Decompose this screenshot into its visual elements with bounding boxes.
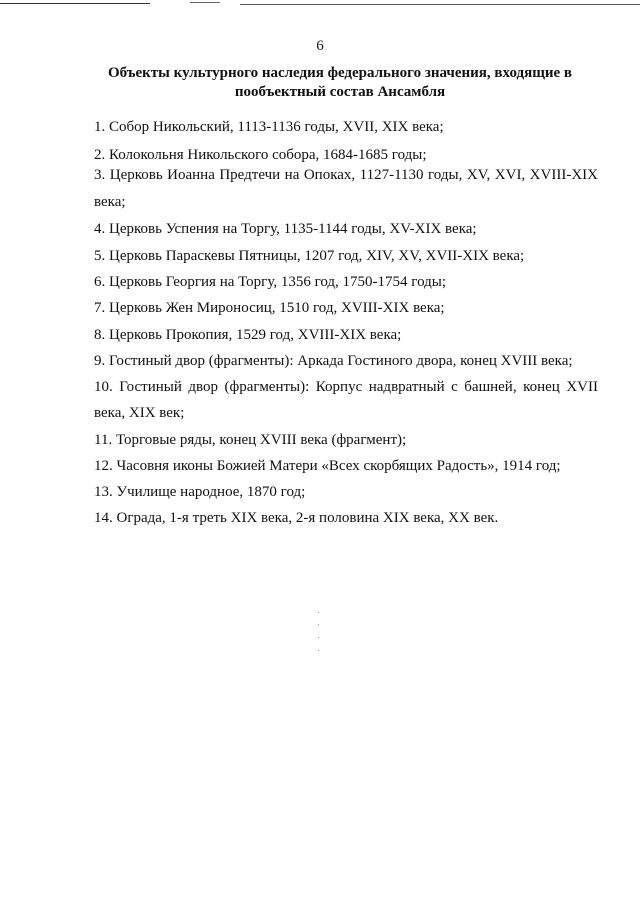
- document-title: [80, 64, 600, 102]
- list-item-continuation: века;: [94, 194, 126, 210]
- list-item: 11. Торговые ряды, конец XVIII века (фрагмент);: [94, 432, 407, 448]
- list-item: 12. Часовня иконы Божией Матери «Всех скорбящих Радость», 1914 год;: [94, 458, 561, 474]
- document-title-line-1: Объекты культурного наследия федерального значения, входящие в: [107, 65, 573, 81]
- scan-artifact-lines: [0, 0, 640, 8]
- list-item: 5. Церковь Параскевы Пятницы, 1207 год, XIV, XV, XVII-XIX века;: [94, 248, 525, 264]
- list-item: 2. Колокольня Никольского собора, 1684-1685 годы;: [94, 147, 427, 163]
- list-item: 3. Церковь Иоанна Предтечи на Опоках, 1127-1130 годы, XV, XVI, XVIII-XIX: [94, 167, 598, 183]
- list-item: 10. Гостиный двор (фрагменты): Корпус надвратный с башней, конец XVII: [94, 379, 598, 395]
- list-item: 1. Собор Никольский, 1113-1136 годы, XVII, XIX века;: [94, 119, 444, 135]
- list-item: 6. Церковь Георгия на Торгу, 1356 год, 1750-1754 годы;: [94, 274, 447, 290]
- page-number: 6: [316, 38, 324, 54]
- document-title-line-2: пообъектный состав Ансамбля: [234, 84, 446, 100]
- list-item: 7. Церковь Жен Мироносиц, 1510 год, XVIII-XIX века;: [94, 300, 445, 316]
- scan-speckles: [318, 612, 320, 652]
- list-item: 9. Гостиный двор (фрагменты): Аркада Гостиного двора, конец XVIII века;: [94, 353, 573, 369]
- list-item-continuation: века, XIX век;: [94, 405, 185, 421]
- list-item: 13. Училище народное, 1870 год;: [94, 484, 306, 500]
- list-item: 4. Церковь Успения на Торгу, 1135-1144 годы, XV-XIX века;: [94, 221, 477, 237]
- list-item: 8. Церковь Прокопия, 1529 год, XVIII-XIX века;: [94, 327, 402, 343]
- list-item: 14. Ограда, 1-я треть XIX века, 2-я половина XIX века, XX век.: [94, 510, 499, 526]
